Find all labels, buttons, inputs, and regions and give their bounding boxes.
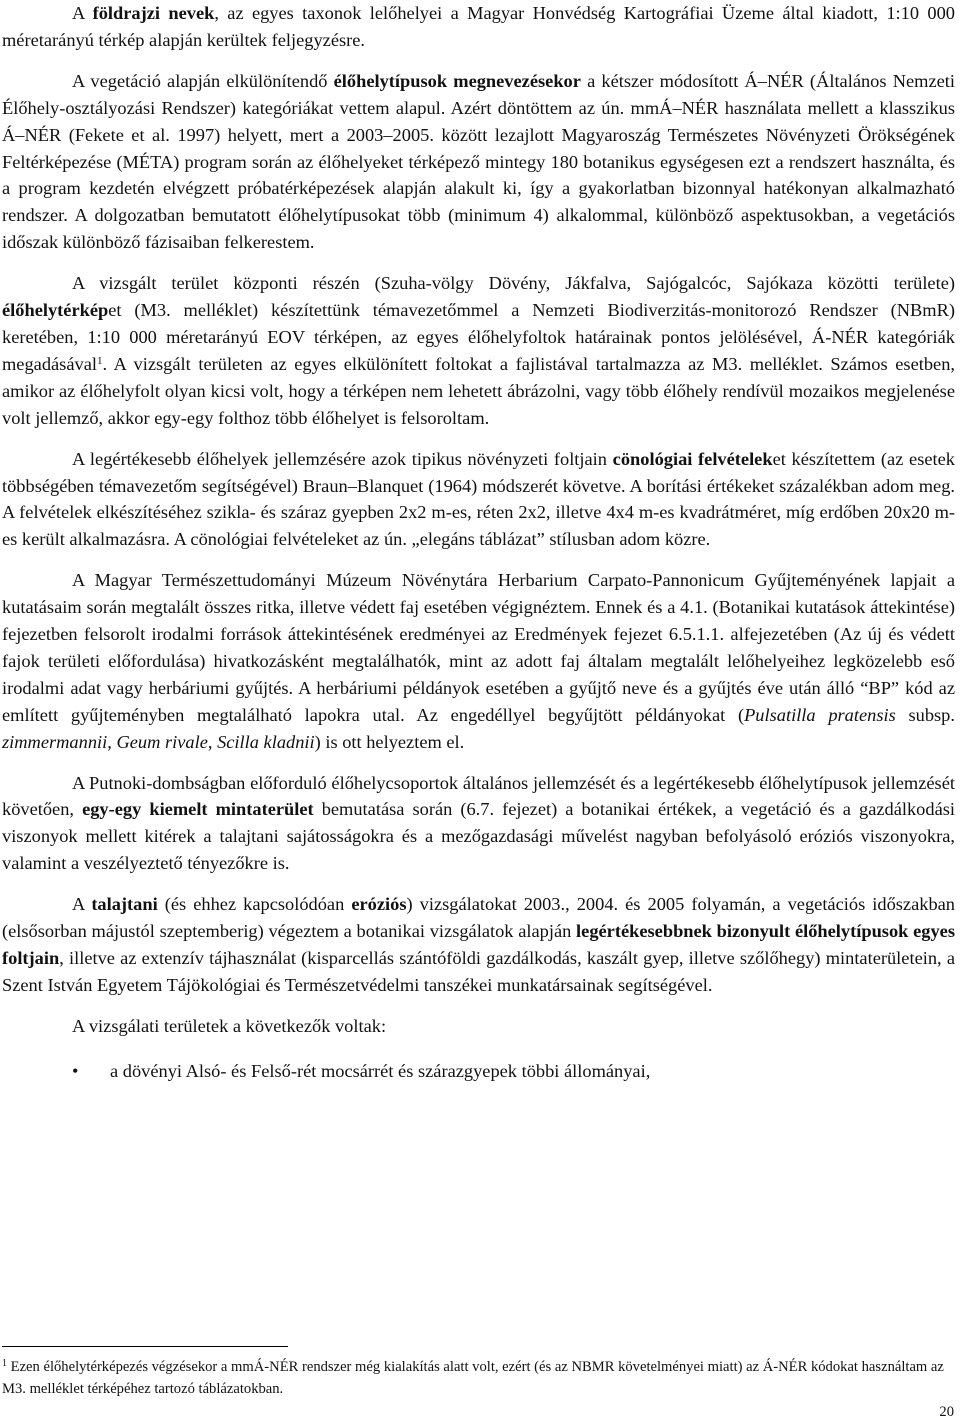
text-run: A vizsgált terület központi részén (Szuha-völgy Dövény, Jákfalva, Sajógalcóc, Sajókaza közötti területe): [72, 273, 955, 294]
text-run: ) vizsgálatokat 2003., 2004. és 2005 folyamán, a vegetációs időszakban (elsősorban májustól szeptemberig) végeztem a botanikai vizsgálatok alapján: [2, 894, 955, 942]
footnote-reference: 1: [96, 354, 103, 367]
footnote-separator: [2, 1346, 288, 1347]
text-run: zimmermannii: [2, 731, 108, 752]
text-run: , illetve az extenzív tájhasználat (kisparcellás szántóföldi gazdálkodás, kaszált gyep, illetve szőlőhegy) mintaterületein, a Szent István Egyetem Tájökológiai és Természetvédelmi tanszékei munkatársainak segítségével.: [2, 948, 955, 995]
text-run: élőhelytípusok megnevezésekor: [333, 70, 581, 91]
text-run: subsp.: [895, 704, 955, 725]
paragraph: [2, 891, 955, 999]
text-run: A legértékesebb élőhelyek jellemzésére azok tipikus növényzeti foltjain: [72, 448, 613, 469]
text-run: et készítettem (az esetek többségében témavezetőm segítségével) Braun–Blanquet (1964) módszerét követve. A borítási értékeket százalékban adom meg. A felvételek elkészítéséhez szikla- és száraz gyepben 2x2 m-es, réten 2x2, illetve 4x4 m-es kvadrátméret, míg erdőben 20x20 m-es került alkalmazásra. A cönológiai felvételeket az ún. „elegáns táblázat” stílusban adom közre.: [2, 448, 955, 550]
text-run: ,: [207, 731, 218, 752]
paragraph: [2, 446, 955, 554]
text-run: földrajzi nevek: [92, 3, 215, 23]
site-list: [2, 1058, 955, 1085]
text-run: cönológiai felvételek: [612, 448, 773, 469]
text-run: Geum rivale: [116, 731, 208, 752]
text-run: élőhelytérkép: [2, 300, 109, 321]
footnote-marker: 1: [2, 1358, 7, 1369]
text-run: Scilla kladnii: [217, 731, 315, 752]
footnote-text: Ezen élőhelytérképezés végzésekor a mmÁ-NÉR rendszer még kialakítás alatt volt, ezért (és az NBMR követelményei miatt) az Á-NÉR kódokat használtam az M3. melléklet térképéhez tartozó táblázatokban.: [2, 1359, 944, 1397]
paragraph: [2, 68, 955, 256]
text-run: ,: [107, 731, 117, 752]
text-run: eróziós: [351, 894, 407, 915]
text-run: . A vizsgált területen az egyes elkülönített foltokat a fajlistával tartalmazza az M3. melléklet. Számos esetben, amikor az élőhelyfolt olyan kicsi volt, hogy a térképen nem lehetett ábrázolni, vagy több élőhely rendívül mozaikos megjelenése volt jellemző, akkor egy-egy folthoz több élőhelyet is felsoroltam.: [2, 353, 955, 428]
text-run: talajtani: [91, 894, 158, 915]
list-item: [2, 1058, 955, 1085]
page-number: 20: [939, 1404, 954, 1420]
list-item-text: a dövényi Alsó- és Felső-rét mocsárrét és szárazgyepek többi állományai,: [110, 1060, 651, 1081]
paragraph: [2, 270, 955, 431]
text-run: Pulsatilla pratensis: [744, 704, 896, 725]
text-run: legértékesebbnek bizonyult élőhelytípusok egyes foltjain: [2, 921, 955, 968]
text-run: A: [72, 3, 93, 23]
text-run: egy-egy kiemelt mintaterület: [82, 799, 314, 820]
body-text: [2, 0, 955, 1085]
bullet-icon: •: [72, 1060, 79, 1081]
text-run: A vizsgálati területek a következők voltak:: [72, 1015, 387, 1036]
paragraph: [2, 1013, 955, 1040]
paragraph: [2, 567, 955, 755]
text-run: bemutatása során (6.7. fejezet) a botanikai értékek, a vegetáció és a gazdálkodási viszonyok mellett kitérek a talajtani sajátosságokra és a mezőgazdasági művelést nagyban befolyásoló eróziós viszonyokra, valamint a veszélyeztető tényezőkre is.: [2, 799, 955, 874]
text-run: A vegetáció alapján elkülönítendő: [72, 70, 334, 91]
footnote: [2, 1356, 955, 1400]
paragraph: [2, 0, 955, 54]
text-run: , az egyes taxonok lelőhelyei a Magyar Honvédség Kartográfiai Üzeme által kiadott, 1:10 000 méretarányú térkép alapján kerültek feljegyzésre.: [2, 3, 955, 50]
text-run: a kétszer módosított Á–NÉR (Általános Nemzeti Élőhely-osztályozási Rendszer) kategóriákat vettem alapul. Azért döntöttem az ún. mmÁ–NÉR használata mellett a klasszikus Á–NÉR (Fekete et al. 1997) helyett, mert a 2003–2005. között lezajlott Magyaroszág Természetes Növényzeti Örökségének Feltérképezése (MÉTA) program során az élőhelyeket térképező mintegy 180 botanikus egységesen ezt a rendszert használta, és a program kezdetén elvégzett próbatérképezések alapján alakult ki, így a gyakorlatban bizonnyal hatékonyan alkalmazható rendszer. A dolgozatban bemutatott élőhelytípusokat több (minimum 4) alkalommal, különböző aspektusokban, a vegetációs időszak különböző fázisaiban felkerestem.: [2, 70, 956, 253]
text-run: (és ehhez kapcsolódóan: [157, 894, 352, 915]
text-run: A Putnoki-dombságban előforduló élőhelycsoportok általános jellemzését és a legértékesebb élőhelytípusok jellemzését követően,: [2, 772, 955, 820]
paragraph: [2, 770, 955, 878]
text-run: A: [72, 894, 92, 915]
text-run: et (M3. melléklet) készítettünk témavezetőmmel a Nemzeti Biodiverzitás-monitorozó Rendszer (NBmR) keretében, 1:10 000 méretarányú EOV térképen, az egyes élőhelyfoltok határainak pontos jelölésével, Á-NÉR kategóriák megadásával: [2, 300, 955, 374]
text-run: A Magyar Természettudományi Múzeum Növénytára Herbarium Carpato-Pannonicum Gyűjteményének lapjait a kutatásaim során megtalált összes ritka, illetve védett faj esetében végignéztem. Ennek és a 4.1. (Botanikai kutatások áttekintése) fejezetben felsorolt irodalmi források áttekintésének eredményei az Eredmények fejezet 6.5.1.1. alfejezetében (Az új és védett fajok területi előfordulása) hivatkozásként megtalálhatók, mint az adott faj általam megtalált lelőhelyeihez legközelebb eső irodalmi adat vagy herbáriumi gyűjtés. A herbáriumi példányok esetében a gyűjtő neve és a gyűjtés éve után álló “BP” kód az említett gyűjteményben megtalálható lapokra utal. Az engedéllyel begyűjtött példányokat (: [2, 570, 955, 725]
text-run: ) is ott helyeztem el.: [314, 731, 465, 752]
